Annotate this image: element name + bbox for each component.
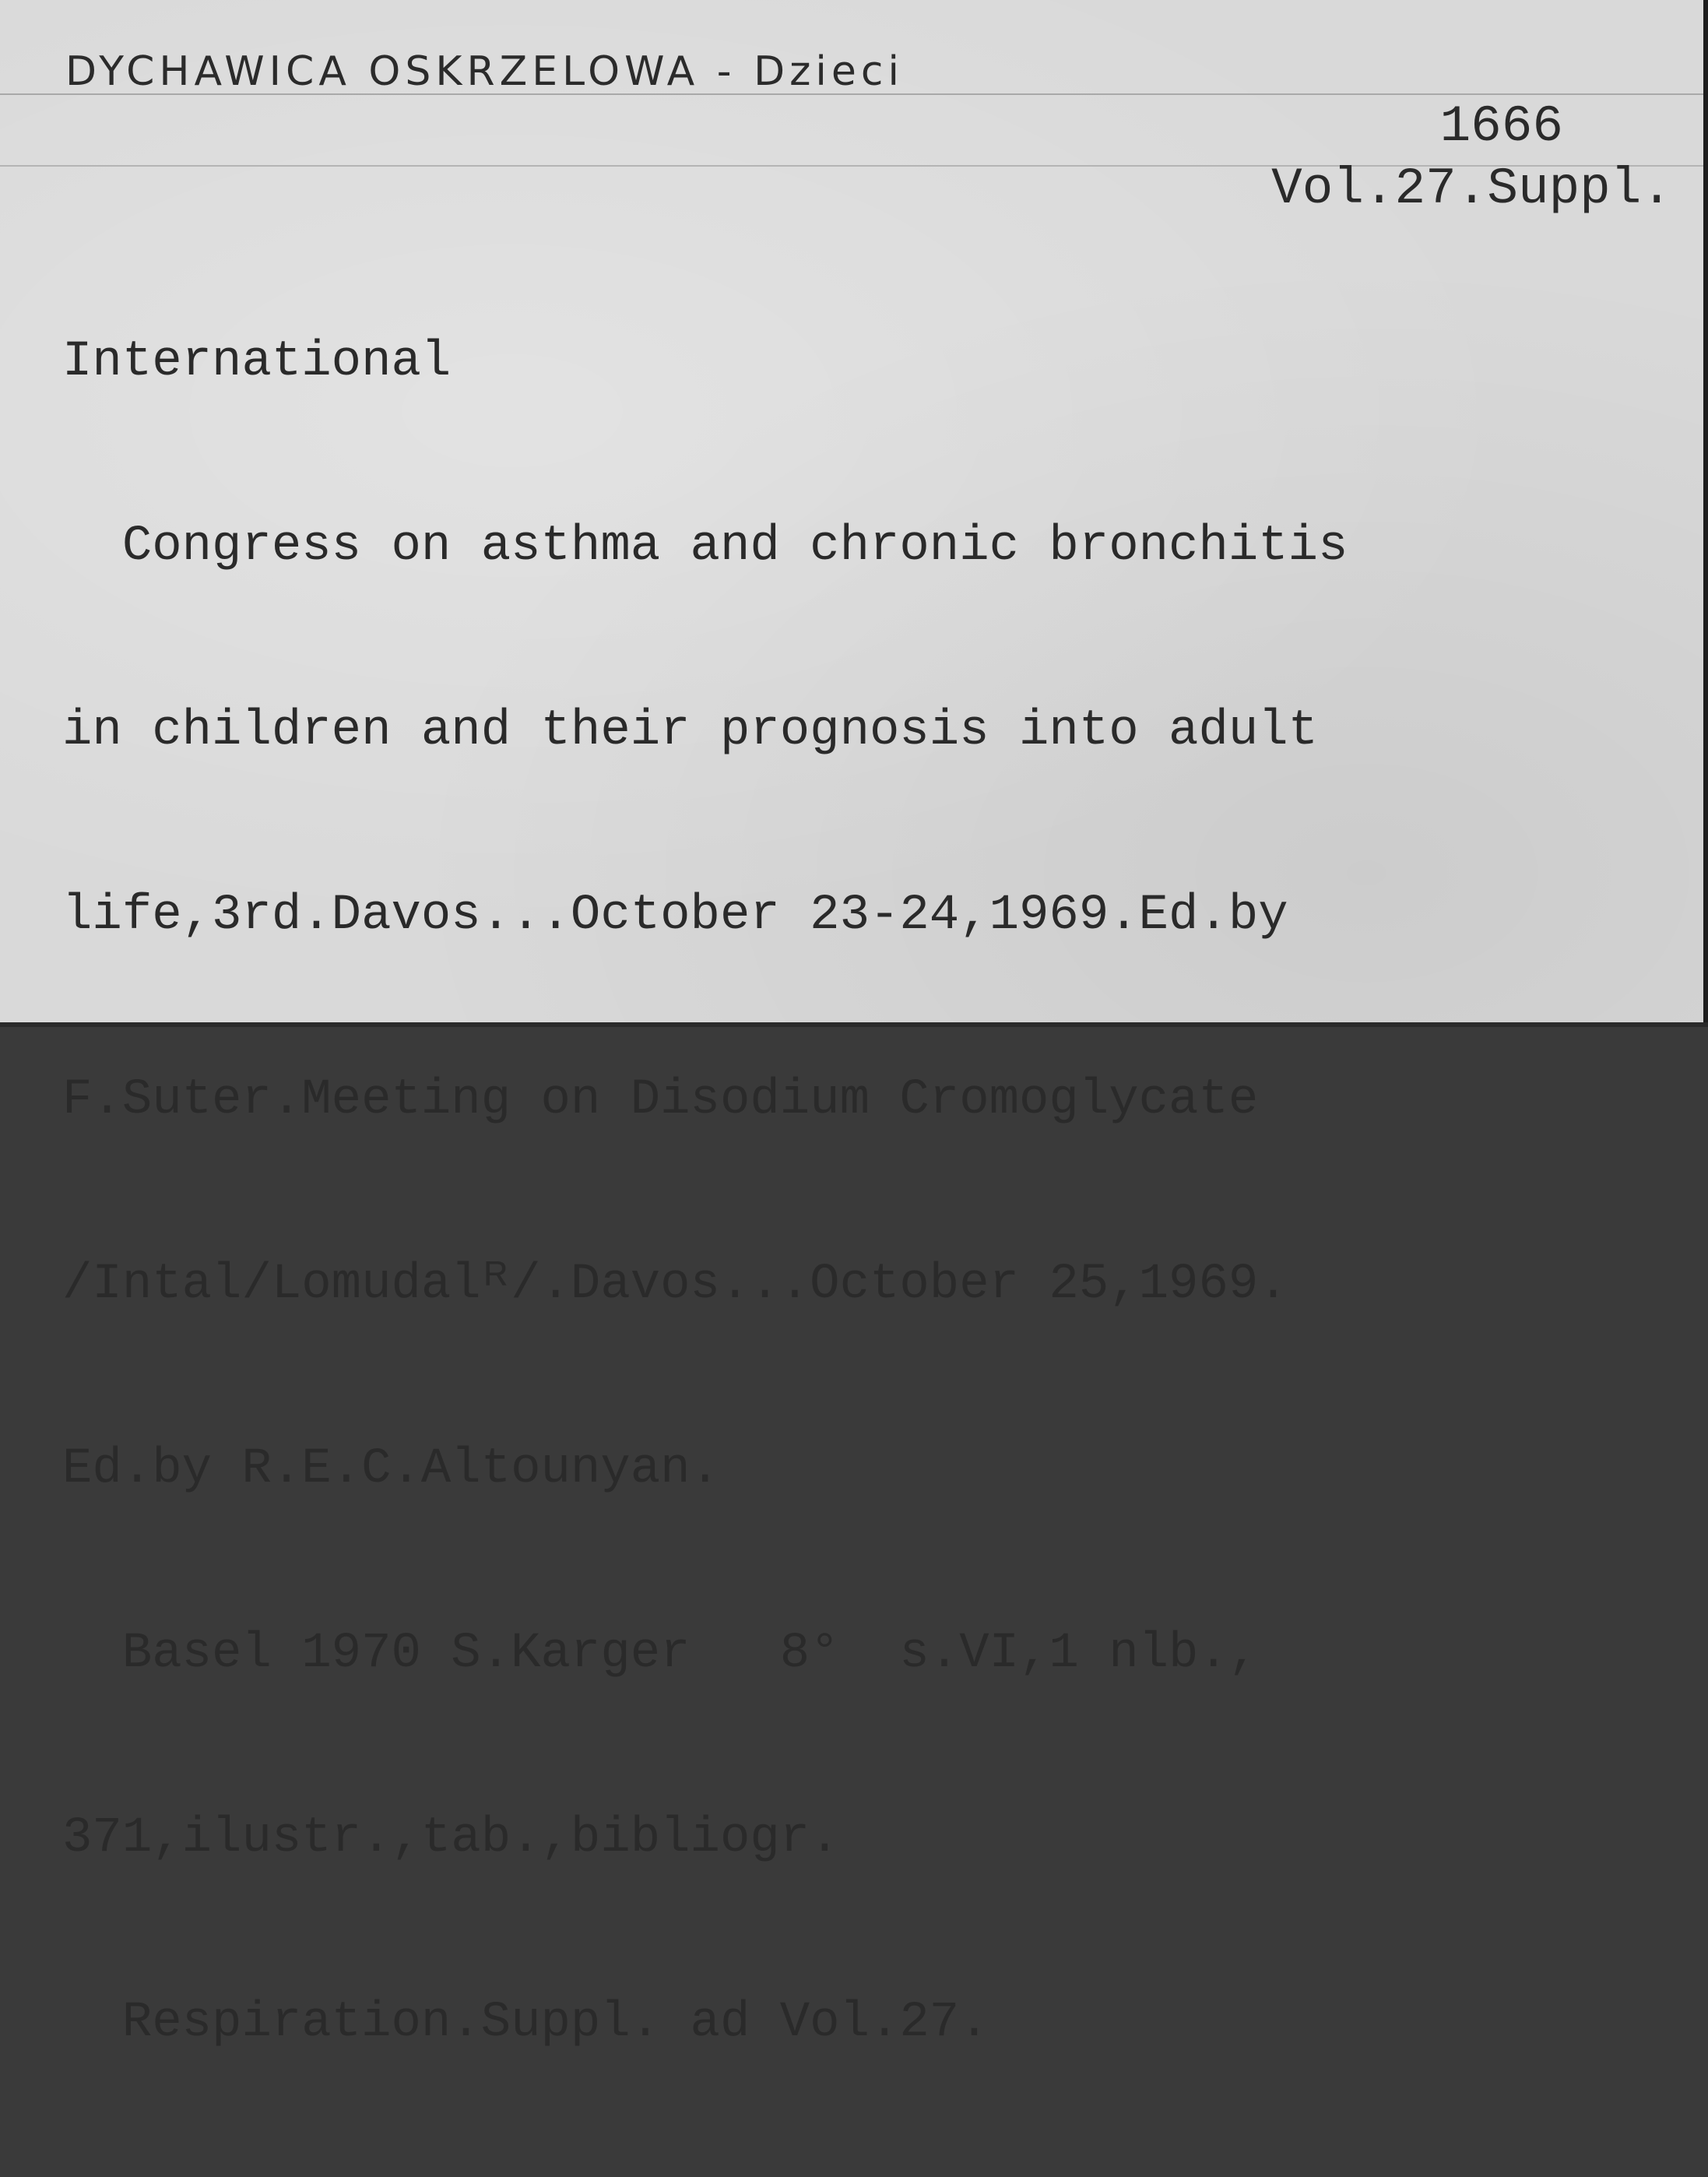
card-line-3: in children and their prognosis into adult — [62, 703, 1319, 759]
card-body — [62, 209, 1348, 2177]
subject-heading: DYCHAWICA OSKRZELOWA - Dzieci — [65, 48, 904, 95]
card-line-8: Basel 1970 S.Karger 8° s.VI,1 nlb., — [62, 1626, 1259, 1682]
card-line-4: life,3rd.Davos...October 23-24,1969.Ed.by — [62, 888, 1288, 944]
card-line-9: 371,ilustr.,tab.,bibliogr. — [62, 1810, 840, 1866]
card-line-10: Respiration.Suppl. ad Vol.27. — [62, 1995, 989, 2051]
card-line-2: Congress on asthma and chronic bronchitis — [62, 519, 1348, 575]
card-line-6: /Intal/Lomudalᴿ/.Davos...October 25,1969. — [62, 1257, 1288, 1313]
card-line-7: Ed.by R.E.C.Altounyan. — [62, 1441, 720, 1497]
card-line-1: International — [62, 334, 452, 390]
card-line-5: F.Suter.Meeting on Disodium Cromoglycate — [62, 1072, 1259, 1128]
call-number: 1666 — [1439, 97, 1563, 156]
card-edge-bottom — [0, 1022, 1708, 1027]
card-edge-right — [1703, 0, 1708, 1027]
volume-designation: Vol.27.Suppl. — [1271, 160, 1672, 218]
